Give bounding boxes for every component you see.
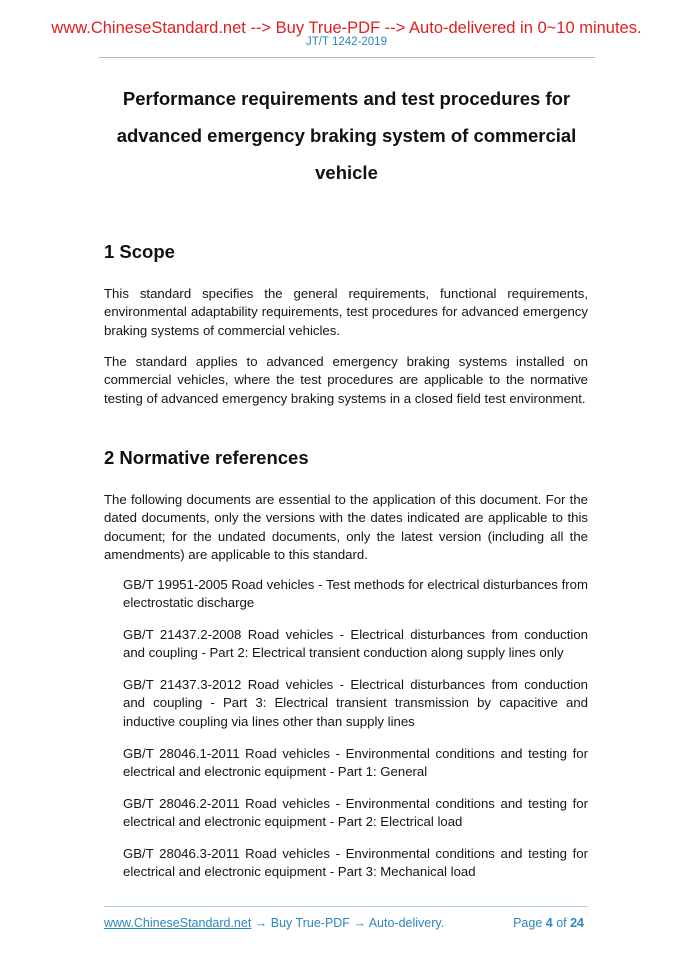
page-of: of — [552, 916, 571, 930]
page-current: 4 — [545, 916, 553, 930]
section-normative-references — [104, 446, 588, 470]
title-line-3: vehicle — [315, 162, 378, 183]
document-title — [100, 80, 593, 191]
header-divider — [99, 57, 595, 58]
reference-item: GB/T 28046.2-2011 Road vehicles - Environmental conditions and testing for electrical and electronic equipment - Part 2: Electrical load — [123, 796, 588, 830]
document-code: JT/T 1242-2019 — [306, 36, 387, 48]
section-scope — [104, 240, 588, 264]
reference-item: GB/T 19951-2005 Road vehicles - Test methods for electrical disturbances from electrostatic discharge — [123, 577, 588, 611]
section-heading-scope: 1 Scope — [104, 241, 175, 262]
reference-item: GB/T 21437.3-2012 Road vehicles - Electrical disturbances from conduction and coupling - Part 3: Electrical transient transmission by capacitive and inductive coupling via lines other than supply lines — [123, 677, 588, 729]
footer-tagline: → Buy True-PDF → Auto-delivery. — [251, 916, 445, 930]
title-line-1: Performance requirements and test procedures for — [122, 88, 571, 109]
promo-banner[interactable]: www.ChineseStandard.net --> Buy True-PDF --> Auto-delivered in 0~10 minutes. — [51, 19, 642, 37]
references-intro: The following documents are essential to the application of this document. For the dated documents, only the versions with the dates indicated are applicable to this document; for the undated documents, only the latest version (including all the amendments) are applicable to this standard. — [104, 492, 588, 562]
reference-item: GB/T 21437.2-2008 Road vehicles - Electrical disturbances from conduction and coupling - Part 2: Electrical transient conduction along supply lines only — [123, 627, 588, 661]
section-heading-normative-references: 2 Normative references — [104, 447, 309, 468]
footer-link[interactable]: www.ChineseStandard.net — [104, 916, 252, 930]
footer-divider — [104, 906, 588, 907]
title-line-2: advanced emergency braking system of commercial — [116, 125, 577, 146]
reference-item: GB/T 28046.3-2011 Road vehicles - Environmental conditions and testing for electrical and electronic equipment - Part 3: Mechanical load — [123, 846, 588, 880]
scope-paragraph-1: This standard specifies the general requirements, functional requirements, environmental adaptability requirements, test procedures for advanced emergency braking systems of commercial vehicles. — [104, 286, 588, 338]
page-footer — [104, 915, 588, 931]
page-label: Page — [513, 916, 546, 930]
page-total: 24 — [570, 916, 584, 930]
page-indicator — [513, 915, 584, 931]
reference-item: GB/T 28046.1-2011 Road vehicles - Environmental conditions and testing for electrical and electronic equipment - Part 1: General — [123, 746, 588, 780]
scope-paragraph-2: The standard applies to advanced emergency braking systems installed on commercial vehicles, where the test procedures are applicable to the normative testing of advanced emergency braking systems in a closed field test environment. — [104, 354, 588, 406]
